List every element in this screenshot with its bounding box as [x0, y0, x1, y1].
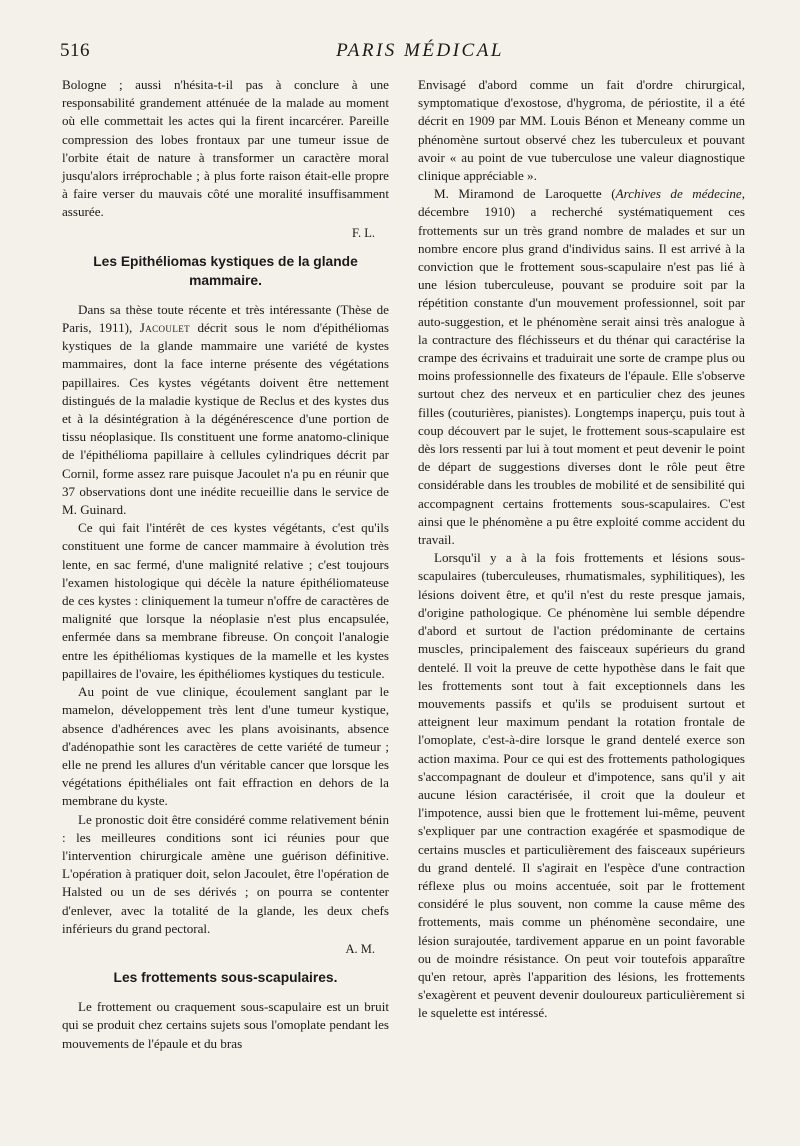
frottements-paragraph-3 — [418, 185, 745, 549]
signature-am: A. M. — [345, 941, 375, 956]
frottements-paragraph-4: Lorsqu'il y a à la fois frottements et lésions sous-scapulaires (tuberculeuses, rhumatismales, syphilitiques), les lésions doivent être, et qu'il n'est du reste presque jamais, d'origine pathologique. Ce phénomène lui semble dépendre d'abord et surtout de l'action prédominante de certains muscles, principalement des faisceaux supérieurs du grand dentelé. Il voit la preuve de cette hypothèse dans le fait que les frottements sont tout à fait exceptionnels dans les mouvements passifs et qu'ils se produisent surtout et atteignent leur maximum pendant la rotation frontale de l'omoplate, c'est-à-dire lorsque le grand dentelé exerce son action maxima. Pour ce qui est des frottements pathologiques s'accompagnant de douleur et d'impotence, sans qu'il y ait aucune lésion caractérisée, il croit que la douleur et l'impotence, aussi bien que le frottement lui-même, peuvent s'expliquer par une contraction exagérée et spasmodique de certains muscles et particulièrement des faisceaux supérieurs du grand dentelé. Il s'agirait en l'espèce d'une contraction réflexe plus ou moins accentuée, soit par le frottement considéré le plus souvent, non comme la cause même des frottements, mais comme un phénomène secondaire, une lésion surajoutée, tardivement apparue en un point favorable ou de moindre résistance. On peut voir toutefois apparaître qu'en retour, après l'apparition des lésions, les frottements s'exagèrent et peuvent devenir douloureux particulièrement si le squelette est intéressé. — [418, 550, 745, 1021]
author-name: Jacoulet — [139, 320, 191, 336]
heading-epitheliomas: Les Epithéliomas kystiques de la glande mammaire. — [93, 253, 358, 288]
intro-paragraph: Bologne ; aussi n'hésita-t-il pas à conclure à une responsabilité grandement atténuée de la malade au moment où elle commettait les actes qui la firent incarcérer. Pareille compression des lobes frontaux par une tumeur issue de l'orbite était de nature à transformer un caractère moral jusqu'alors irréprochable ; à plus forte raison était-elle propre à faire verser du mauvais côté une moralité insuffisamment assurée. — [62, 77, 389, 220]
source-title: Archives de médecine — [615, 186, 742, 202]
heading-frottements: Les frottements sous-scapulaires. — [113, 970, 338, 986]
left-column — [62, 76, 389, 1053]
text-segment: M. Miramond de Laroquette ( — [434, 186, 616, 202]
right-column — [418, 76, 745, 1023]
journal-title: PARIS MÉDICAL — [336, 40, 504, 61]
frottements-paragraph-1: Le frottement ou craquement sous-scapulaire est un bruit qui se produit chez certains sujets sous l'omoplate pendant les mouvements de l'épaule et du bras — [62, 999, 389, 1051]
text-segment: Dans sa thèse toute récente et très intéressante (Thèse de Paris, 1911), — [62, 301, 389, 336]
epitheliomas-paragraph-2: Ce qui fait l'intérêt de ces kystes végétants, c'est qu'ils constituent une forme de cancer mammaire à évolution très lente, en sac fermé, d'une malignité relative ; c'est toujours l'examen histologique qui décèle la nature épithéliomateuse de ces kystes : cliniquement la tumeur n'offre de caractères de malignité que lorsque la néoplasie n'est plus encapsulée, enfermée dans sa membrane fibreuse. On conçoit l'analogie entre les épithéliomas kystiques de la mamelle et les kystes papillaires de l'ovaire, les épithéliomes kystiques du testicule. — [62, 520, 389, 681]
epitheliomas-paragraph-3: Au point de vue clinique, écoulement sanglant par le mamelon, développement très lent d'une tumeur kystique, absence d'adhérences avec les plans avoisinants, absence d'adénopathie sont les caractères de cette variété de tumeur ; elle ne prend les allures d'un véritable cancer que lorsque les végétations épithéliales ont fait effraction en dehors de la membrane du kyste. — [62, 684, 389, 809]
frottements-paragraph-2: Envisagé d'abord comme un fait d'ordre chirurgical, symptomatique d'exostose, d'hygroma, de périostite, il a été décrit en 1909 par MM. Louis Bénon et Meneany comme un phénomène surtout observé chez les tuberculeux et pouvant avoir « au point de vue tuberculose une valeur diagnostique clinique appréciable ». — [418, 77, 745, 184]
signature-fl: F. L. — [352, 225, 375, 240]
page-number: 516 — [60, 40, 90, 61]
epitheliomas-paragraph-1 — [62, 301, 389, 519]
text-segment: , décembre 1910) a recherché systématiquement ces frottements sur un très grand nombre de malades et sur un nombre encore plus grand d'individus sains. Il est arrivé à la conviction que le frottement sous-scapulaire n'est pas lié à une lésion tuberculeuse, pouvant se produire soit par la répétition constante d'un mouvement professionnel, soit par auto-suggestion, et le phénomène serait ainsi très analogue à la contracture des fléchisseurs et du thénar qui caractérise la crampe des écrivains et traduirait une sorte de crampe plus ou moins professionnelle des fixateurs de l'épaule. Elle s'observe surtout chez des nerveux et en particulier chez des jeunes filles (couturières, pianistes). Longtemps inaperçu, puis tout à coup découvert par le sujet, le frottement sous-scapulaire est dès lors ressenti par lui à tout moment et peut devenir le point de départ de suggestions diverses dont le rôle peut être considérable dans les troubles de mobilité et de sensibilité qui accompagnent certains frottements sous-scapulaires. C'est ainsi que le phénomène a pu être exploité comme accident du travail. — [418, 186, 745, 548]
epitheliomas-paragraph-4: Le pronostic doit être considéré comme relativement bénin : les meilleures conditions sont ici réunies pour que l'intervention chirurgicale amène une guérison définitive. L'opération à pratiquer doit, selon Jacoulet, être l'opération de Halsted ou un de ses dérivés ; on pourra se contenter d'enlever, avec la totalité de la glande, les deux chefs inférieurs du grand pectoral. — [62, 811, 389, 936]
text-segment: décrit sous le nom d'épithéliomas kystiques de la glande mammaire une variété de kystes mammaires, dont la face interne présente des végétations papillaires. Ces kystes végétants doivent être nettement distingués de la maladie kystique de Reclus et des kystes dus et à la désintégration à la dégénérescence d'une portion de tissu néoplasique. Ils constituent une forme anatomo-clinique de l'épithélioma papillaire à cellules cylindriques décrit par Cornil, forme assez rare puisque Jacoulet n'a pu en réunir que 37 observations dont une inédite recueillie dans le service de M. Guinard. — [62, 320, 390, 518]
